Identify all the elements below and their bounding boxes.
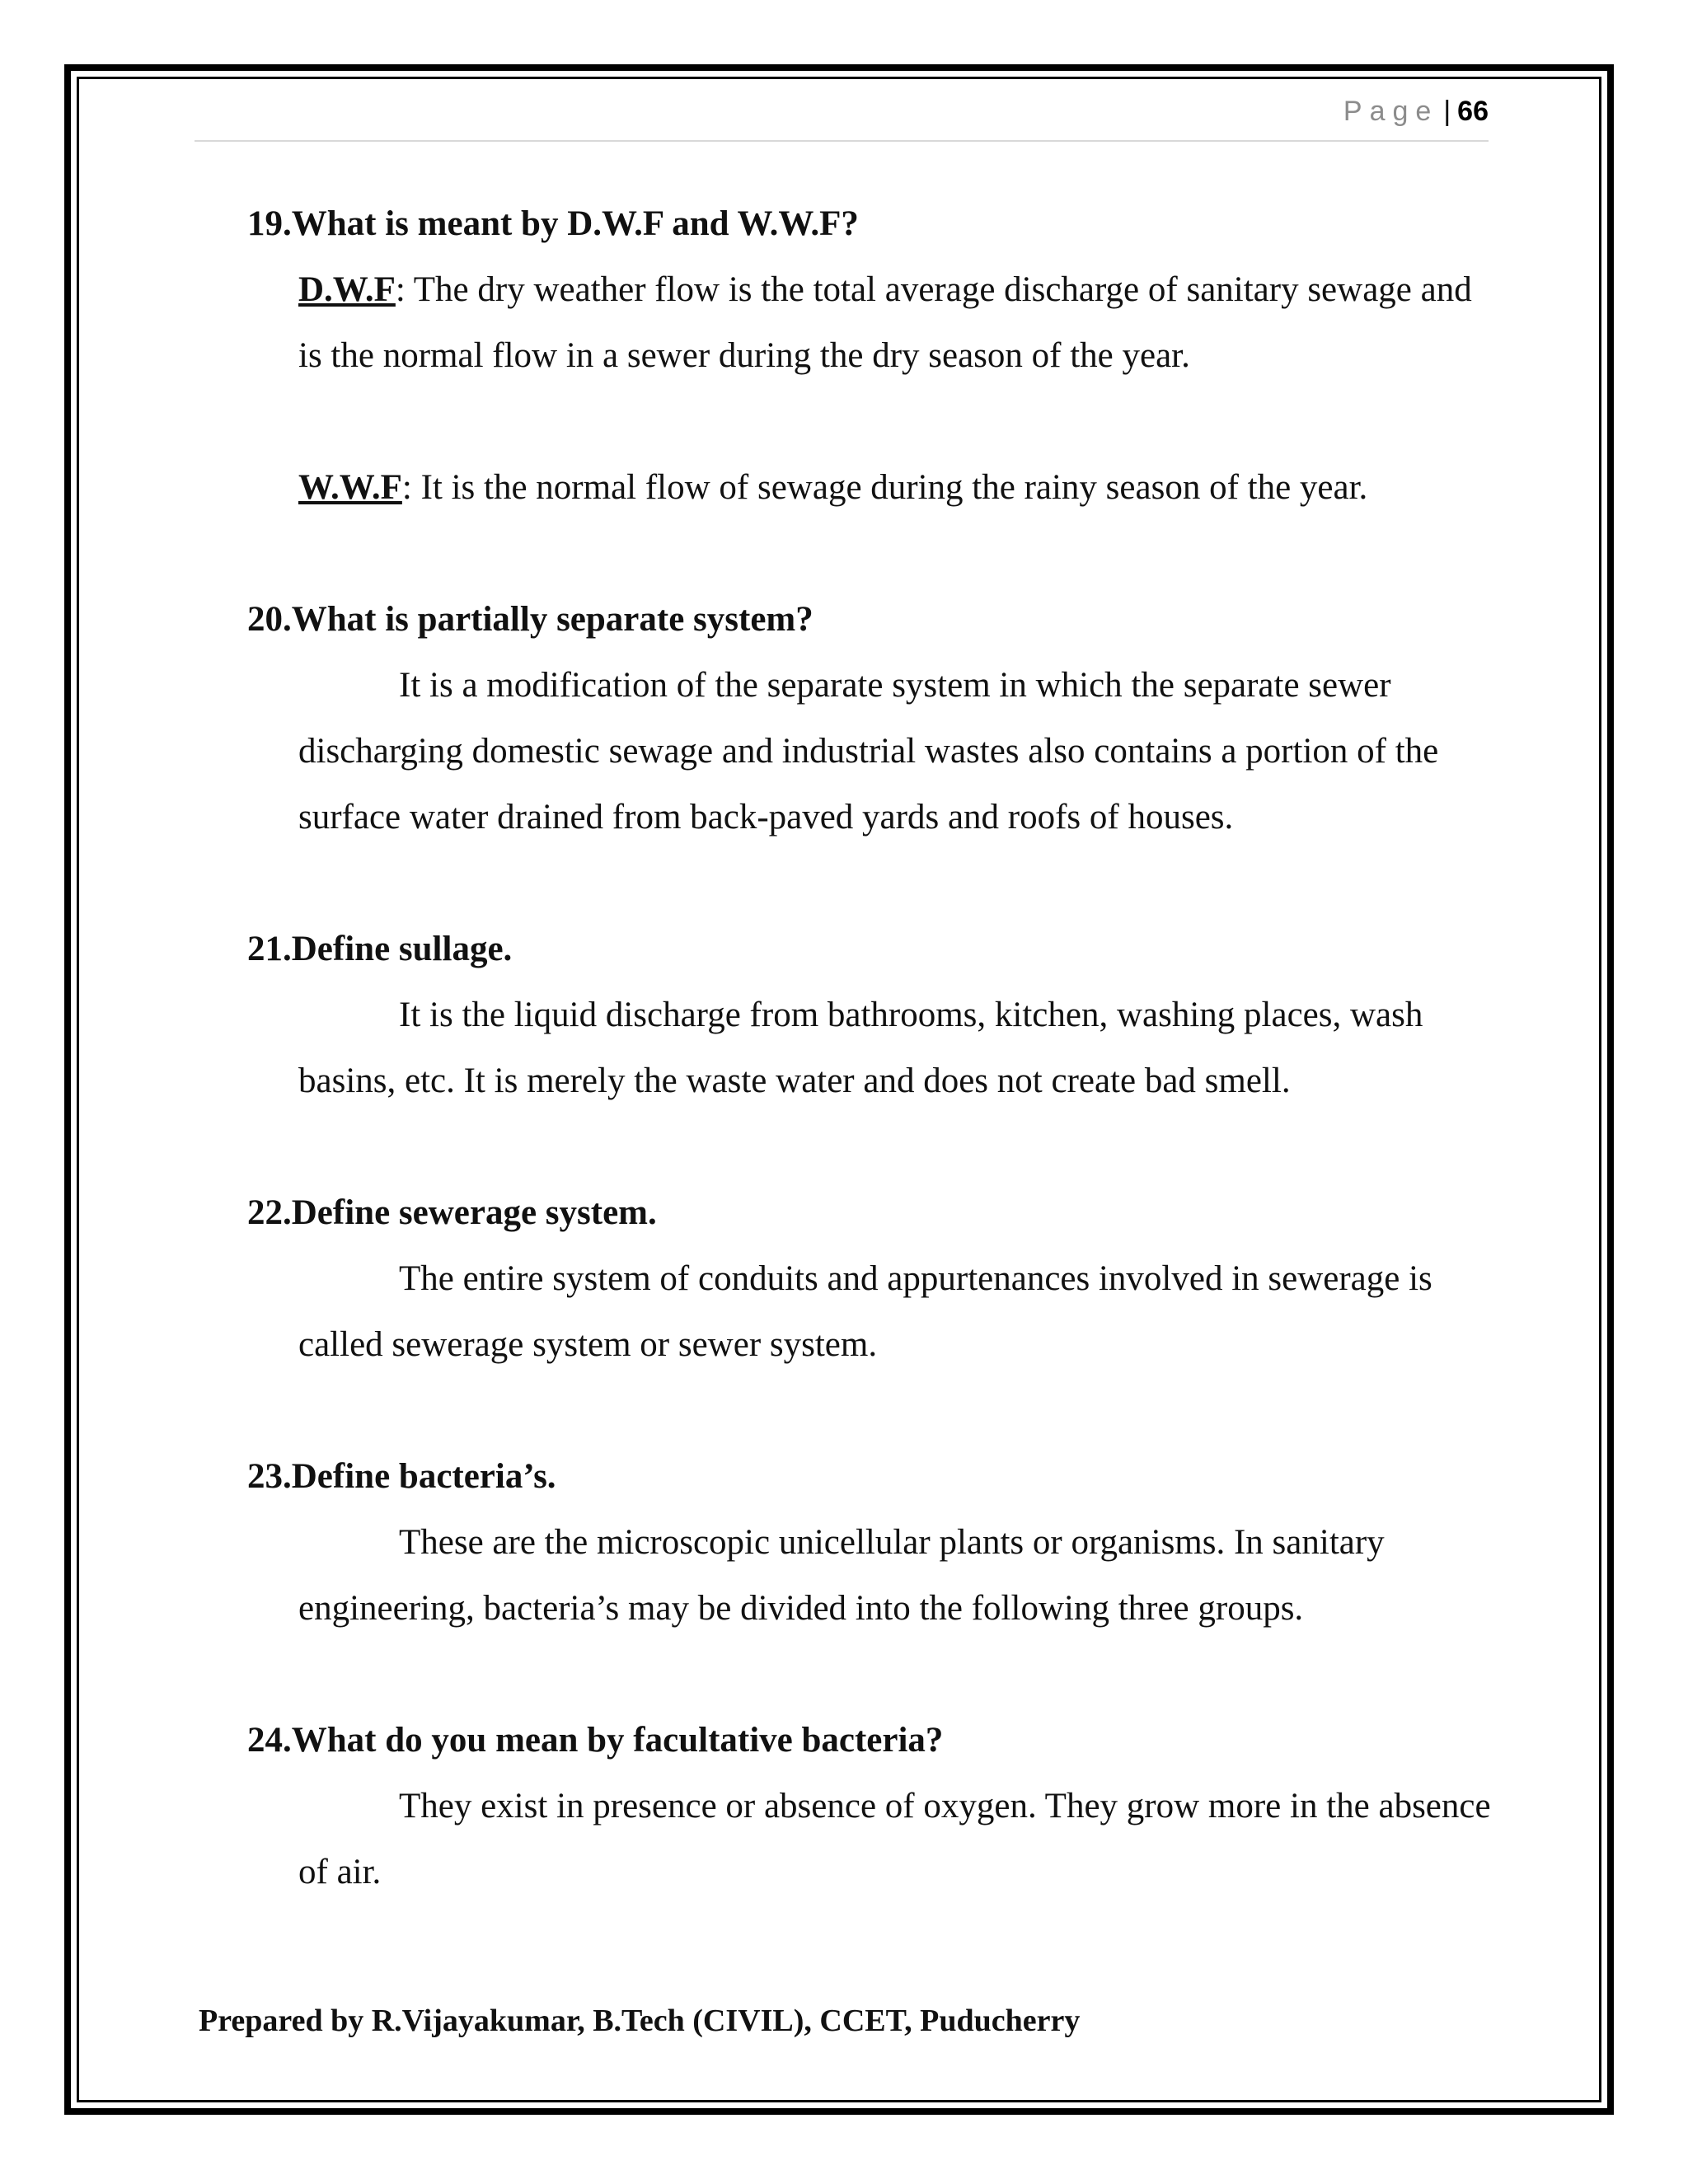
definition-text: : The dry weather flow is the total average discharge of sanitary sewage and is the normal flow in a sewer during the dry season of the year.	[298, 270, 1472, 375]
question-text: Define sewerage system.	[291, 1193, 657, 1232]
definition-term: W.W.F	[298, 468, 402, 507]
page-footer: Prepared by R.Vijayakumar, B.Tech (CIVIL), CCET, Puducherry	[199, 2004, 1081, 2038]
page-separator: |	[1443, 96, 1451, 127]
question-heading	[247, 1708, 1500, 1774]
question-23	[247, 1444, 1500, 1642]
definition-dwf	[298, 257, 1500, 389]
question-number: 23.	[247, 1457, 292, 1496]
question-heading	[247, 916, 1500, 982]
question-22	[247, 1180, 1500, 1378]
question-20	[247, 587, 1500, 851]
page-label: Page	[1343, 96, 1439, 127]
paragraph-gap	[247, 389, 1500, 455]
question-text: What do you mean by facultative bacteria?	[291, 1721, 944, 1760]
question-number: 20.	[247, 600, 292, 639]
question-text: What is partially separate system?	[291, 600, 814, 639]
answer-text: It is a modification of the separate system in which the separate sewer discharging domestic sewage and industrial wastes also contains a portion of the surface water drained from back-paved yards and roofs of houses.	[298, 666, 1439, 837]
question-19	[247, 191, 1500, 521]
question-text: Define sullage.	[291, 930, 513, 968]
question-number: 21.	[247, 930, 292, 968]
definition-wwf	[298, 455, 1500, 521]
answer-text: The entire system of conduits and appurtenances involved in sewerage is called sewerage system or sewer system.	[298, 1259, 1432, 1364]
question-number: 22.	[247, 1193, 292, 1232]
question-text: Define bacteria’s.	[291, 1457, 556, 1496]
answer-text: It is the liquid discharge from bathrooms, kitchen, washing places, wash basins, etc. It is merely the waste water and does not create bad smell.	[298, 996, 1423, 1100]
question-number: 19.	[247, 204, 292, 243]
question-24	[247, 1708, 1500, 1905]
document-body	[247, 191, 1500, 1971]
question-number: 24.	[247, 1721, 292, 1760]
question-heading	[247, 1444, 1500, 1510]
question-heading	[247, 587, 1500, 653]
page-number: 66	[1457, 96, 1489, 127]
answer-text: These are the microscopic unicellular plants or organisms. In sanitary engineering, bacteria’s may be divided into the following three groups.	[298, 1523, 1385, 1628]
definition-term: D.W.F	[298, 270, 396, 309]
page-header	[195, 96, 1489, 142]
definition-text: : It is the normal flow of sewage during the rainy season of the year.	[401, 468, 1368, 507]
question-text: What is meant by D.W.F and W.W.F?	[291, 204, 859, 243]
question-heading	[247, 1180, 1500, 1246]
question-21	[247, 916, 1500, 1114]
answer-text: They exist in presence or absence of oxygen. They grow more in the absence of air.	[298, 1787, 1491, 1891]
question-heading	[247, 191, 1500, 257]
